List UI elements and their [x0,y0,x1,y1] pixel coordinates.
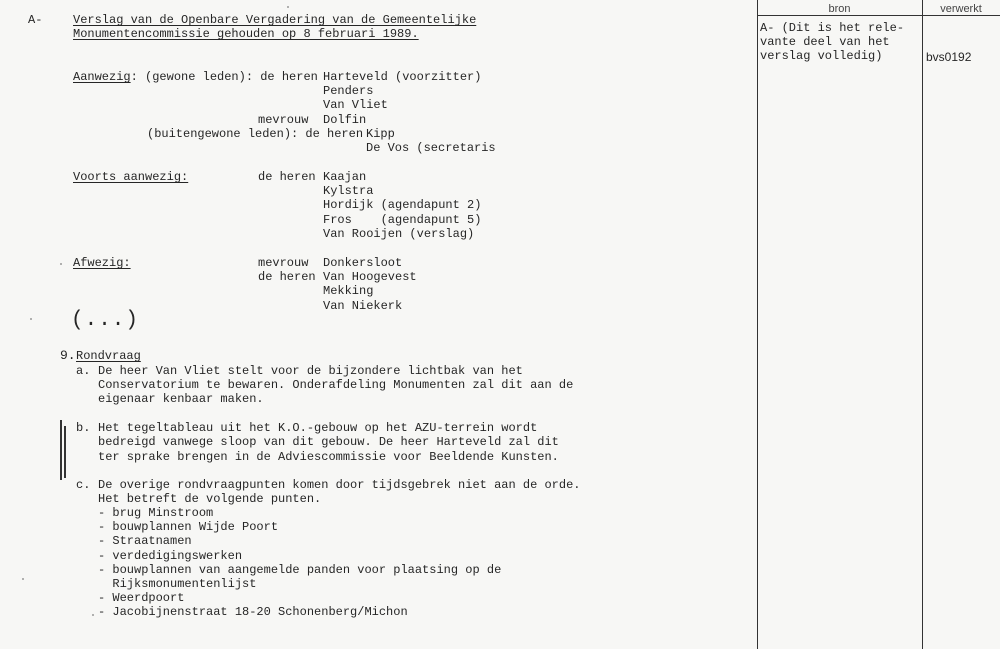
column-divider [757,0,758,649]
voorts-member: Hordijk (agendapunt 2) [323,198,482,212]
voorts-label: Voorts aanwezig: [73,170,189,184]
item-a-line: Conservatorium te bewaren. Onderafdeling Monumenten zal dit aan de [98,378,574,392]
item-a-line: eigenaar kenbaar maken. [98,392,264,406]
aanwezig-label: Aanwezig [73,70,131,84]
voorts-member: Van Rooijen (verslag) [323,227,475,241]
afwezig-label: Afwezig: [73,256,131,270]
voorts-member: Kaajan [323,170,367,184]
list-item: - bouwplannen Wijde Poort [98,520,279,534]
item-b-line: bedreigd vanwege sloop van dit gebouw. De heer Harteveld zal dit [98,435,559,449]
afwezig-mevrouw: mevrouw [258,256,309,270]
scan-speck [287,6,289,8]
bron-note-line: verslag volledig) [760,49,883,63]
item-b-line: Het tegeltableau uit het K.O.-gebouw op het AZU-terrein wordt [98,421,538,435]
item-c-label: c. [76,478,91,492]
list-item: Rijksmonumentenlijst [98,577,257,591]
list-item: - Weerdpoort [98,591,185,605]
item-a-label: a. [76,364,91,378]
aanwezig-group-2: (buitengewone leden): de heren [147,127,364,141]
verwerkt-code: bvs0192 [926,50,972,64]
column-header-verwerkt: verwerkt [940,3,982,15]
scan-speck [92,614,94,616]
aanwezig-member: Penders [323,84,374,98]
report-title-line-1: Verslag van de Openbare Vergadering van de Gemeentelijke [73,13,477,27]
list-item: - Straatnamen [98,534,192,548]
aanwezig-group-1: (gewone leden): de heren [145,70,318,84]
item-a-line: De heer Van Vliet stelt voor de bijzondere lichtbak van het [98,364,523,378]
afwezig-member: Van Niekerk [323,299,403,313]
margin-marker: A- [28,13,43,27]
aanwezig-mevrouw: mevrouw [258,113,309,127]
afwezig-member: Donkersloot [323,256,403,270]
list-item: - brug Minstroom [98,506,214,520]
afwezig-member: Van Hoogevest [323,270,417,284]
voorts-member: Fros (agendapunt 5) [323,213,482,227]
column-divider [922,0,923,649]
rondvraag-number: 9. [60,348,76,363]
aanwezig-row: Aanwezig: (gewone leden): de heren [73,70,318,84]
margin-mark-bar [60,420,62,480]
margin-mark-bar [64,426,66,478]
source-table [757,0,1000,649]
omission-ellipsis: (...) [71,309,140,332]
afwezig-heren: de heren [258,270,316,284]
aanwezig-member: Van Vliet [323,98,388,112]
column-header-bron: bron [828,3,851,15]
scan-speck [30,318,32,320]
scan-speck [22,578,24,580]
bron-note-line: vante deel van het [760,35,890,49]
scan-speck [60,263,62,265]
list-item: - bouwplannen van aangemelde panden voor plaatsing op de [98,563,502,577]
item-c-line: Het betreft de volgende punten. [98,492,322,506]
report-title-line-2: Monumentencommissie gehouden op 8 februari 1989. [73,27,419,41]
item-b-line: ter sprake brengen in de Adviescommissie voor Beeldende Kunsten. [98,450,559,464]
afwezig-member: Mekking [323,284,374,298]
aanwezig-member: Kipp [366,127,395,141]
item-c-line: De overige rondvraagpunten komen door tijdsgebrek niet aan de orde. [98,478,581,492]
item-b-label: b. [76,421,91,435]
list-item: - verdedigingswerken [98,549,243,563]
voorts-member: Kylstra [323,184,374,198]
bron-note-line: A- (Dit is het rele- [760,21,905,35]
aanwezig-member: Dolfin [323,113,367,127]
list-item: - Jacobijnenstraat 18-20 Schonenberg/Michon [98,605,408,619]
aanwezig-member: Harteveld (voorzitter) [323,70,482,84]
voorts-heren: de heren [258,170,316,184]
rondvraag-heading: Rondvraag [76,349,141,363]
aanwezig-member: De Vos (secretaris [366,141,496,155]
